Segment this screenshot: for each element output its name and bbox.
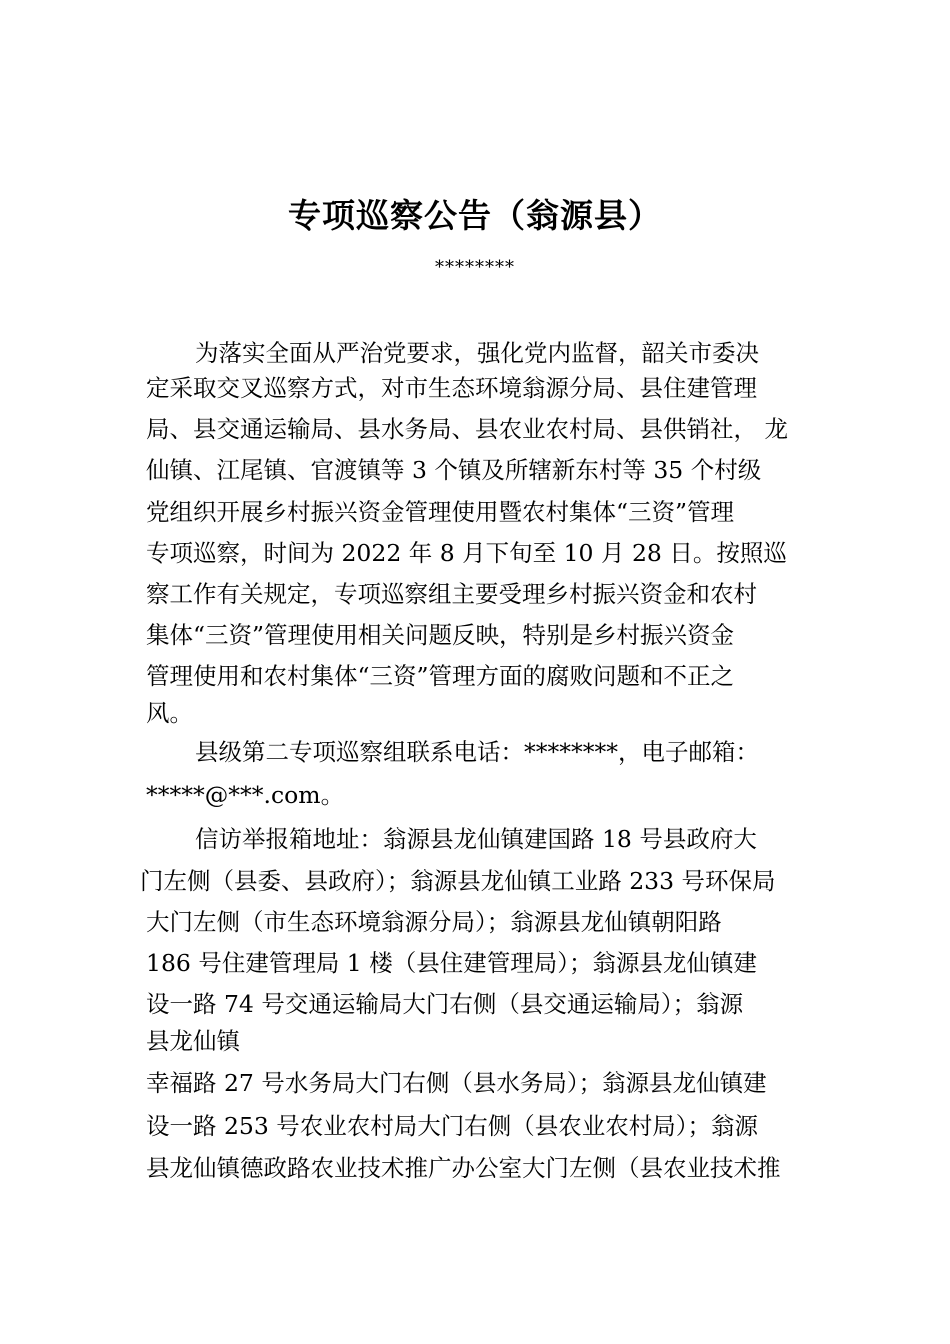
body-line: 风。 xyxy=(146,699,193,727)
body-line: 仙镇、江尾镇、官渡镇等 3 个镇及所辖新东村等 35 个村级 xyxy=(146,456,762,484)
body-line: 设一路 74 号交通运输局大门右侧（县交通运输局）；翁源 xyxy=(146,990,744,1018)
body-line: 察工作有关规定，专项巡察组主要受理乡村振兴资金和农村 xyxy=(146,580,757,608)
body-line: *****@***.com。 xyxy=(146,781,345,809)
body-line: 设一路 253 号农业农村局大门右侧（县农业农村局）；翁源 xyxy=(146,1112,759,1140)
body-line: 专项巡察，时间为 2022 年 8 月下旬至 10 月 28 日。按照巡 xyxy=(146,539,787,567)
body-line: 县龙仙镇 xyxy=(146,1027,240,1055)
body-line: 为落实全面从严治党要求，强化党内监督，韶关市委决 xyxy=(195,339,759,367)
body-line: 局、县交通运输局、县水务局、县农业农村局、县供销社， 龙 xyxy=(146,415,788,443)
body-line: 幸福路 27 号水务局大门右侧（县水务局）；翁源县龙仙镇建 xyxy=(146,1069,767,1097)
body-line: 定采取交叉巡察方式，对市生态环境翁源分局、县住建管理 xyxy=(146,374,757,402)
body-line: 信访举报箱地址：翁源县龙仙镇建国路 18 号县政府大 xyxy=(195,825,757,853)
body-line: 门左侧（县委、县政府）；翁源县龙仙镇工业路 233 号环保局 xyxy=(140,867,776,895)
body-line: 党组织开展乡村振兴资金管理使用暨农村集体“三资”管理 xyxy=(146,498,735,526)
body-line: 集体“三资”管理使用相关问题反映，特别是乡村振兴资金 xyxy=(146,621,735,649)
masked-subtitle: ******** xyxy=(435,257,515,278)
body-line: 县龙仙镇德政路农业技术推广办公室大门左侧（县农业技术推 xyxy=(146,1154,781,1182)
body-line: 186 号住建管理局 1 楼（县住建管理局）；翁源县龙仙镇建 xyxy=(146,949,757,977)
page-title: 专项巡察公告（翁源县） xyxy=(288,196,662,235)
body-line: 大门左侧（市生态环境翁源分局）；翁源县龙仙镇朝阳路 xyxy=(146,908,722,936)
body-line: 县级第二专项巡察组联系电话：********，电子邮箱： xyxy=(195,738,759,766)
body-line: 管理使用和农村集体“三资”管理方面的腐败问题和不正之 xyxy=(146,662,735,690)
